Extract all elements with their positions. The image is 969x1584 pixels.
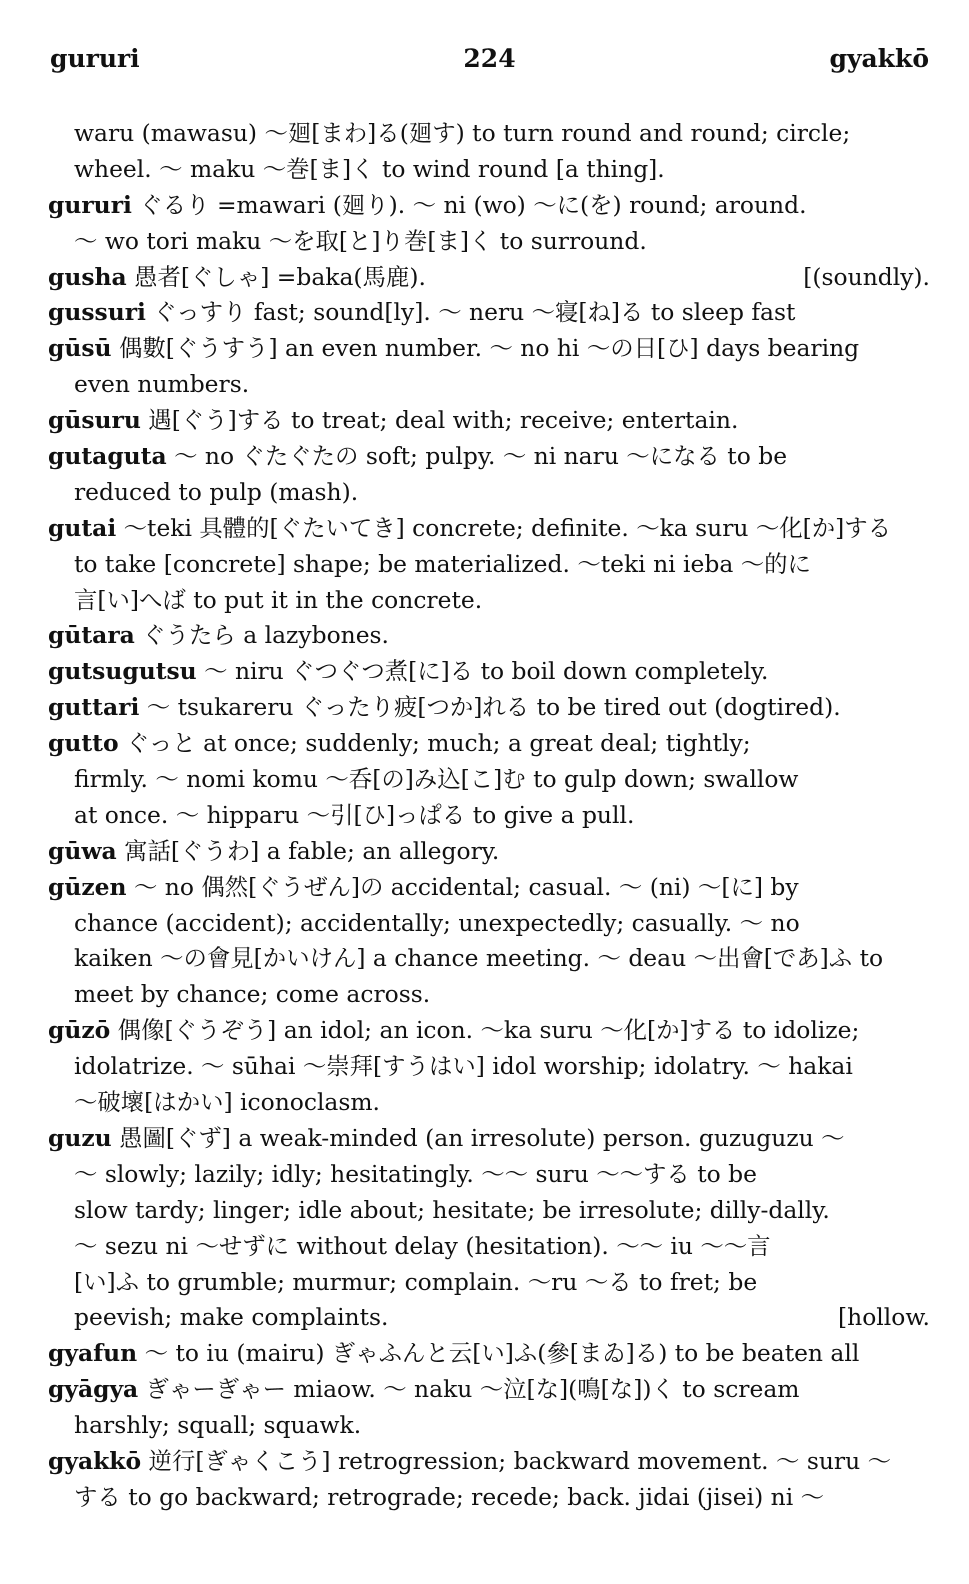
headword: gutsugutsu <box>48 657 197 686</box>
entry-text: even numbers. <box>74 370 250 399</box>
entry-line <box>48 1193 930 1229</box>
entry-line <box>48 367 930 403</box>
headword: gusha <box>48 262 127 291</box>
entry-text: ～ slowly; lazily; idly; hesitatingly. ～～ suru ～～する to be <box>74 1159 757 1188</box>
entry-text: [い]ふ to grumble; murmur; complain. ～ru ～る to fret; be <box>74 1267 758 1296</box>
entry-line-headword <box>48 511 930 547</box>
entry-text: waru (mawasu) ～廻[まわ]る(廻す) to turn round and round; circle; <box>74 119 851 147</box>
headword: gutai <box>48 513 117 542</box>
entry-line <box>48 762 930 798</box>
entry-line-headword <box>48 403 930 439</box>
headword: gūtara <box>48 621 135 650</box>
page-number: 224 <box>463 44 516 73</box>
entry-text: ぎゃーぎゃー miaow. ～ naku ～泣[な](鳴[な])く to scream <box>138 1375 800 1404</box>
entry-line <box>48 798 930 834</box>
entry-line <box>48 116 930 152</box>
entry-text: ～破壞[はかい] iconoclasm. <box>74 1088 380 1117</box>
headword: gyāgya <box>48 1375 139 1404</box>
entry-text: to take [concrete] shape; be materialized. ～teki ni ieba ～的に <box>74 549 811 578</box>
entry-line <box>48 941 930 977</box>
entry-line-headword <box>48 654 930 690</box>
entry-text: idolatrize. ～ sūhai ～崇拜[すうはい] idol worship; idolatry. ～ hakai <box>74 1052 853 1081</box>
entry-text: ～ tsukareru ぐったり疲[つか]れる to be tired out (dogtired). <box>139 693 841 722</box>
left-guide-word: gururi <box>50 44 140 73</box>
entry-line <box>48 1085 930 1121</box>
entry-text: wheel. ～ maku ～巻[ま]く to wind round [a thing]. <box>74 154 665 183</box>
entry-line-headword <box>48 1372 930 1408</box>
entry-line-headword <box>48 726 930 762</box>
entry-text: 愚者[ぐしゃ] =baka(馬鹿). <box>126 262 426 291</box>
entry-text: ～ niru ぐつぐつ煮[に]る to boil down completely. <box>196 657 769 686</box>
entry-text: 愚圖[ぐず] a weak-minded (an irresolute) person. guzuguzu ～ <box>111 1123 845 1152</box>
headword: guttari <box>48 693 140 722</box>
headword: gūzō <box>48 1016 111 1045</box>
entry-line <box>48 224 930 260</box>
entry-text: ぐっと at once; suddenly; much; a great deal; tightly; <box>118 729 751 758</box>
headword: guzu <box>48 1123 112 1152</box>
entry-text: reduced to pulp (mash). <box>74 477 359 506</box>
headword: gutaguta <box>48 442 167 471</box>
entry-text: ぐるり =mawari (廻り). ～ ni (wo) ～に(を) round; around. <box>131 190 807 219</box>
entry-text: kaiken ～の會見[かいけん] a chance meeting. ～ deau ～出會[であ]ふ to <box>74 944 884 973</box>
entry-list <box>48 116 930 1516</box>
entry-line <box>48 152 930 188</box>
entry-text: 逆行[ぎゃくこう] retrogression; backward movement. ～ suru ～ <box>141 1446 892 1475</box>
entry-line-headword <box>48 618 930 654</box>
entry-text: ～ no 偶然[ぐうぜん]の accidental; casual. ～ (ni) ～[に] by <box>126 872 799 901</box>
headword: gururi <box>48 190 132 219</box>
overflow-tail: [(soundly). <box>803 262 930 291</box>
entry-line <box>48 1480 930 1516</box>
entry-line <box>48 1265 930 1301</box>
entry-line <box>48 977 930 1013</box>
entry-line-headword <box>48 188 930 224</box>
entry-line-headword <box>48 834 930 870</box>
entry-text: 偶數[ぐうすう] an even number. ～ no hi ～の日[ひ] days bearing <box>111 334 860 363</box>
entry-line <box>48 1049 930 1085</box>
entry-text: 偶像[ぐうぞう] an idol; an icon. ～ka suru ～化[か]する to idolize; <box>110 1016 860 1045</box>
headword: gyafun <box>48 1339 138 1368</box>
entry-text: ぐうたら a lazybones. <box>134 621 389 650</box>
entry-line-headword <box>48 1336 930 1372</box>
entry-text: ～ to iu (mairu) ぎゃふんと云[い]ふ(參[まゐ]る) to be beaten all <box>137 1339 860 1368</box>
headword: gussuri <box>48 298 146 327</box>
entry-text: 言[い]へば to put it in the concrete. <box>74 585 483 614</box>
headword: gūsū <box>48 334 112 363</box>
entry-line-headword <box>48 1013 930 1049</box>
headword: gūzen <box>48 872 127 901</box>
entry-line <box>48 1300 930 1336</box>
headword: gūsuru <box>48 406 141 435</box>
entry-text: ぐっすり fast; sound[ly]. ～ neru ～寝[ね]る to sleep fast <box>145 298 796 327</box>
headword: gutto <box>48 729 119 758</box>
running-header <box>50 44 929 84</box>
entry-line <box>48 1408 930 1444</box>
entry-line-headword <box>48 690 930 726</box>
entry-line-headword <box>48 1444 930 1480</box>
entry-text: 寓話[ぐうわ] a fable; an allegory. <box>116 836 500 865</box>
entry-line <box>48 547 930 583</box>
overflow-tail: [hollow. <box>838 1303 930 1332</box>
entry-line <box>48 583 930 619</box>
entry-line <box>48 1157 930 1193</box>
entry-line-headword <box>48 1121 930 1157</box>
entry-text: ～ no ぐたぐたの soft; pulpy. ～ ni naru ～になる to be <box>166 442 788 471</box>
headword: gūwa <box>48 836 117 865</box>
entry-text: する to go backward; retrograde; recede; back. jidai (jisei) ni ～ <box>74 1482 825 1511</box>
entry-text: harshly; squall; squawk. <box>74 1411 362 1440</box>
entry-line <box>48 906 930 942</box>
right-guide-word: gyakkō <box>829 44 929 73</box>
entry-line-headword <box>48 260 930 296</box>
entry-line <box>48 1229 930 1265</box>
entry-text: 遇[ぐう]する to treat; deal with; receive; entertain. <box>140 406 739 435</box>
entry-line <box>48 475 930 511</box>
entry-text: meet by chance; come across. <box>74 980 431 1009</box>
entry-text: chance (accident); accidentally; unexpectedly; casually. ～ no <box>74 908 800 937</box>
entry-text: firmly. ～ nomi komu ～呑[の]み込[こ]む to gulp down; swallow <box>74 765 799 794</box>
entry-line-headword <box>48 295 930 331</box>
entry-text: ～ sezu ni ～せずに without delay (hesitation). ～～ iu ～～言 <box>74 1231 771 1260</box>
entry-line-headword <box>48 331 930 367</box>
entry-text: slow tardy; linger; idle about; hesitate; be irresolute; dilly-dally. <box>74 1195 830 1224</box>
headword: gyakkō <box>48 1446 142 1475</box>
entry-text: ～ wo tori maku ～を取[と]り巻[ま]く to surround. <box>74 226 647 255</box>
entry-text: peevish; make complaints. <box>74 1303 389 1332</box>
entry-line-headword <box>48 439 930 475</box>
entry-line-headword <box>48 870 930 906</box>
entry-text: ～teki 具體的[ぐたいてき] concrete; definite. ～ka suru ～化[か]する <box>116 513 892 542</box>
entry-text: at once. ～ hipparu ～引[ひ]っぱる to give a pull. <box>74 800 635 829</box>
